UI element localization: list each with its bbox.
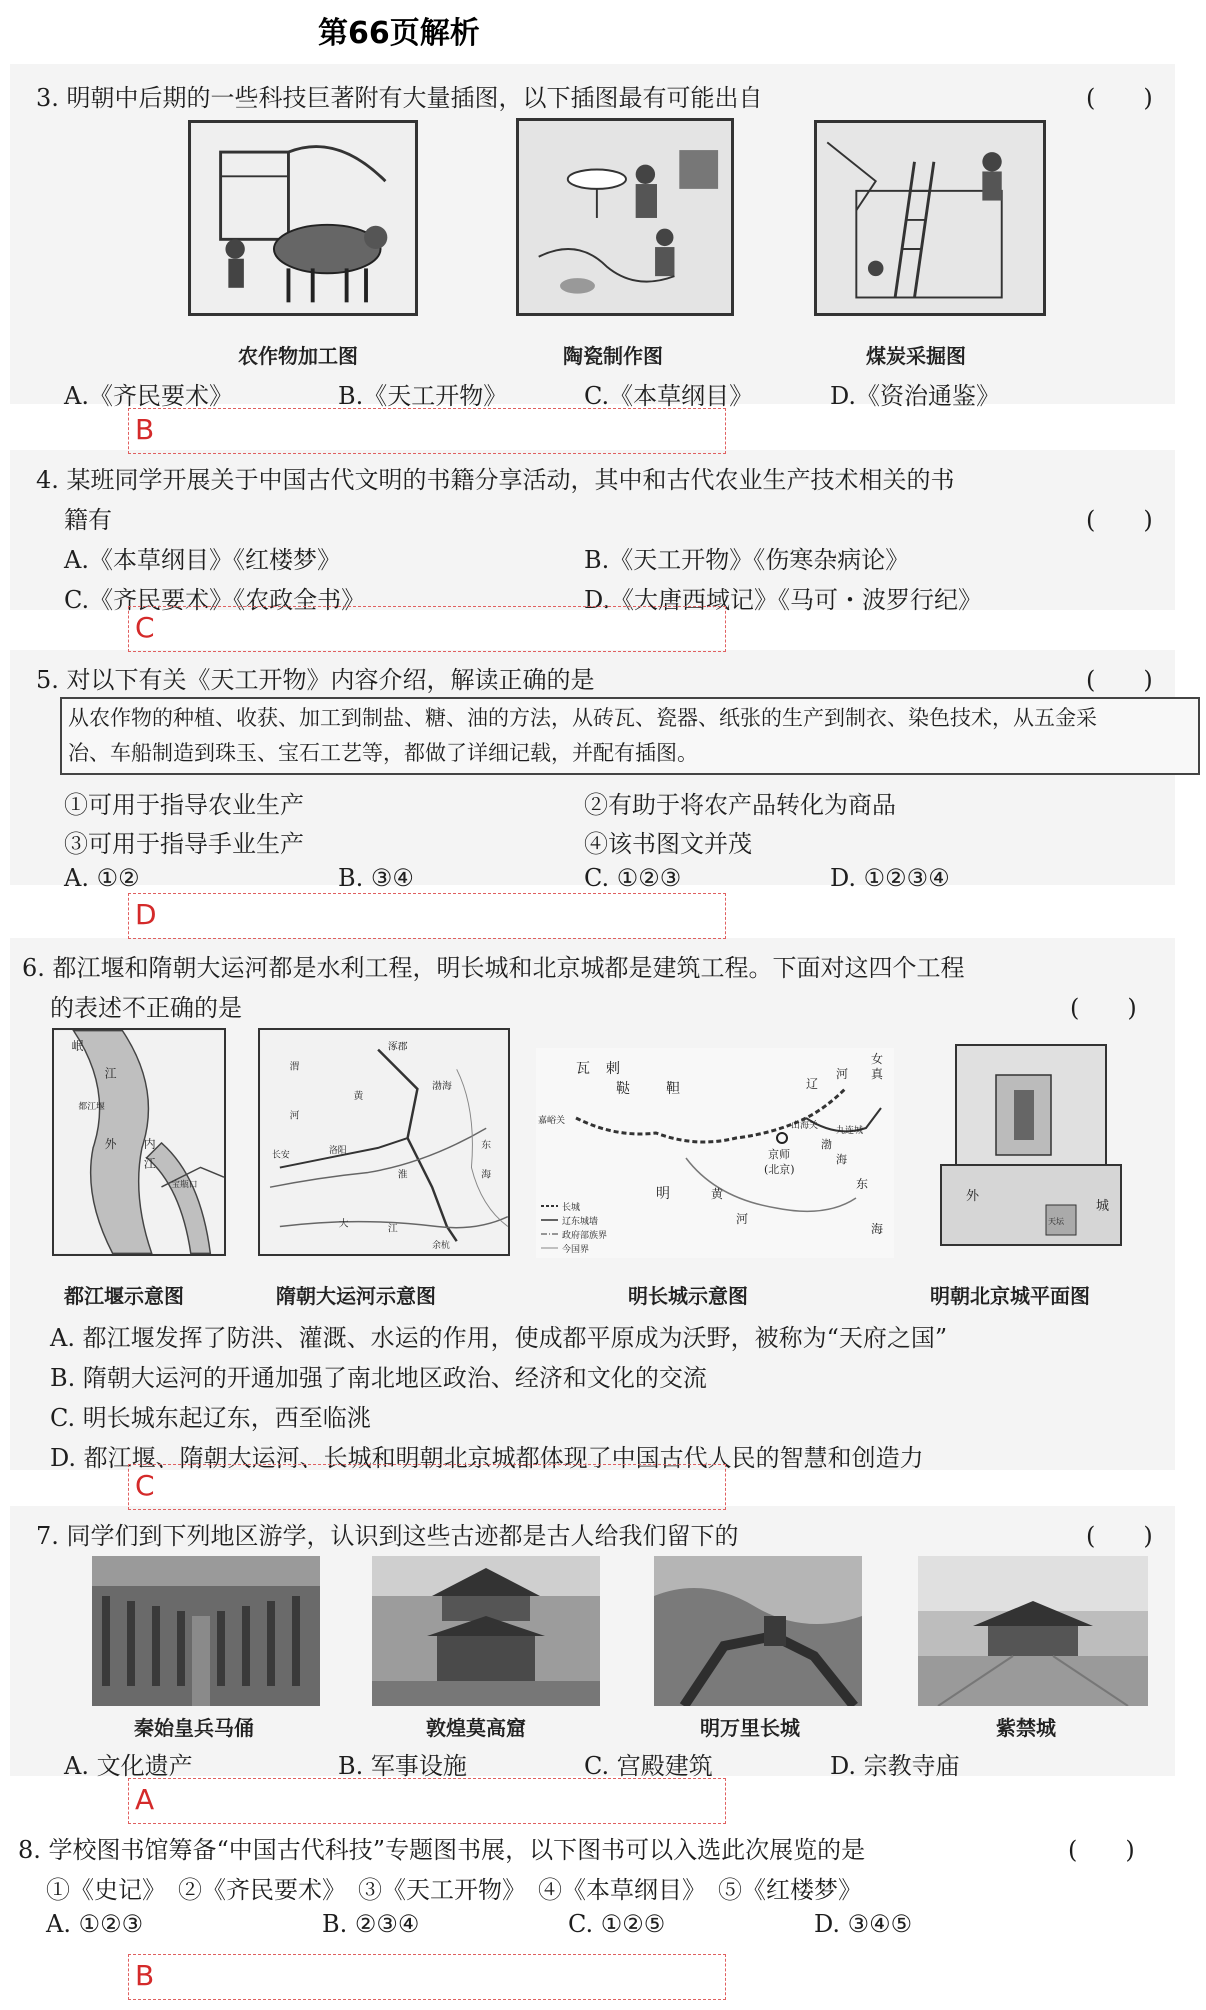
canal-label-wei: 渭 [289,1061,300,1073]
q8-paren: ( ) [1068,1836,1135,1864]
q6-caption-1: 都江堰示意图 [64,1284,184,1308]
q7-caption-3: 明万里长城 [700,1716,800,1740]
q8-option-d: D. ③④⑤ [814,1910,913,1938]
wall-label-la: 剌 [606,1061,620,1077]
wall-label-liao: 辽 [806,1077,819,1091]
q4-stem-line1: 4. 某班同学开展关于中国古代文明的书籍分享活动，其中和古代农业生产技术相关的书 [36,466,955,494]
q5-option-c: C. ①②③ [584,864,682,892]
wall-label-da: 鞑 [616,1081,630,1097]
q5-statement-1: ①可用于指导农业生产 [64,791,304,819]
q8-answer-box [128,1954,726,2000]
wall-label-shanhaiguan: 山海关 [791,1121,819,1131]
djy-label-jiang: 江 [104,1066,117,1081]
q6-caption-3: 明长城示意图 [628,1284,748,1308]
wall-label-liaohe: 河 [836,1067,849,1081]
canal-label-huang: 黄 [353,1090,364,1102]
coal-mining-illustration [814,120,1046,316]
great-wall-map [536,1048,894,1258]
djy-label-dujiangyan: 都江堰 [78,1101,105,1112]
q3-caption-3: 煤炭采掘图 [866,344,966,368]
canal-label-yuhang: 余杭 [432,1241,450,1252]
canal-label-jiang: 江 [387,1223,398,1235]
q8-books: ①《史记》 ②《齐民要术》 ③《天工开物》 ④《本草纲目》 ⑤《红楼梦》 [46,1876,862,1904]
beijing-label-tiantan: 天坛 [1048,1217,1064,1226]
q6-stem-line1: 6. 都江堰和隋朝大运河都是水利工程，明长城和北京城都是建筑工程。下面对这四个工程 [22,954,965,982]
q6-option-c: C. 明长城东起辽东，西至临洮 [50,1404,371,1432]
q3-caption-2: 陶瓷制作图 [563,344,663,368]
canal-label-huai: 淮 [397,1169,408,1181]
q4-stem-line2: 籍有 [64,506,112,534]
q8-option-c: C. ①②⑤ [568,1910,666,1938]
q7-paren: ( ) [1086,1522,1153,1550]
q7-answer-box [128,1778,726,1824]
q7-option-a: A. 文化遗产 [64,1752,193,1780]
great-wall-photo [654,1556,862,1706]
q4-option-a: A.《本草纲目》《红楼梦》 [64,546,341,574]
q6-caption-4: 明朝北京城平面图 [930,1284,1090,1308]
canal-label-bohai: 渤海 [432,1080,452,1092]
q4-answer-box [128,606,726,652]
q5-option-b: B. ③④ [338,864,414,892]
q5-stem: 5. 对以下有关《天工开物》内容介绍，解读正确的是 [36,666,595,694]
q4-option-d: D.《大唐西域记》《马可・波罗行纪》 [584,586,983,614]
djy-label-jiang2: 江 [143,1156,156,1171]
q3-option-a: A.《齐民要术》 [64,382,233,410]
wall-legend-liaodong: 辽东城墙 [562,1217,599,1227]
mogao-caves-photo [372,1556,600,1706]
wall-label-ming: 明 [656,1186,670,1202]
q8-option-b: B. ②③④ [322,1910,420,1938]
wall-label-jiayuguan: 嘉峪关 [538,1116,566,1126]
q4-paren: ( ) [1086,506,1153,534]
canal-label-da: 大 [338,1218,349,1230]
wall-label-huanghe: 河 [736,1212,749,1226]
djy-label-nei: 内 [143,1136,156,1151]
q6-stem-line2: 的表述不正确的是 [50,994,242,1022]
q3-paren: ( ) [1086,84,1153,112]
q5-paren: ( ) [1086,666,1153,694]
wall-label-huang: 黄 [711,1187,724,1201]
q7-answer: A [135,1783,155,1816]
canal-label-zhuojun: 涿郡 [387,1041,408,1053]
q6-paren: ( ) [1070,994,1137,1022]
canal-label-changan: 长安 [272,1150,290,1161]
q5-option-a: A. ①② [64,864,140,892]
q3-option-d: D.《资治通鉴》 [830,382,1001,410]
q5-statement-3: ③可用于指导手业生产 [64,830,304,858]
wall-label-jiuliancheng: 九连城 [836,1126,864,1136]
q7-option-c: C. 宫殿建筑 [584,1752,713,1780]
beijing-label-cheng: 城 [1096,1199,1110,1214]
page-title: 第66页解析 [318,16,480,51]
wall-label-beijing: (北京) [764,1163,795,1176]
q3-stem: 3. 明朝中后期的一些科技巨著附有大量插图，以下插图最有可能出自 [36,84,763,112]
q5-material-box [60,697,1200,775]
wall-label-zhen: 真 [871,1067,884,1081]
q6-option-a: A. 都江堰发挥了防洪、灌溉、水运的作用，使成都平原成为沃野，被称为“天府之国” [50,1324,948,1352]
wall-label-bo: 渤 [821,1138,832,1151]
djy-label-wai: 外 [104,1136,117,1151]
q6-answer-box [128,1464,726,1510]
q8-answer: B [135,1959,155,1992]
terracotta-army-photo [92,1556,320,1706]
wall-label-wa: 瓦 [576,1061,590,1077]
q3-answer-box [128,408,726,454]
q5-statement-2: ②有助于将农产品转化为商品 [584,791,896,819]
q6-option-b: B. 隋朝大运河的开通加强了南北地区政治、经济和文化的交流 [50,1364,707,1392]
beijing-city-plan [936,1030,1126,1258]
djy-label-min: 岷 [71,1039,84,1054]
q3-caption-1: 农作物加工图 [238,344,358,368]
q5-material-line1: 从农作物的种植、收获、加工到制盐、糖、油的方法，从砖瓦、瓷器、纸张的生产到制衣、染色技术，从五金采 [68,706,1097,730]
wall-legend-guojie: 今国界 [562,1245,590,1255]
q6-option-d: D. 都江堰、隋朝大运河、长城和明朝北京城都体现了中国古代人民的智慧和创造力 [50,1444,924,1472]
q5-answer-box [128,893,726,939]
q5-material-line2: 冶、车船制造到珠玉、宝石工艺等，都做了详细记载，并配有插图。 [68,741,698,765]
q4-option-c: C.《齐民要术》《农政全书》 [64,586,366,614]
grand-canal-map [258,1028,510,1256]
q5-answer: D [135,898,157,931]
wall-legend-zhengfu: 政府部族界 [562,1231,608,1241]
ceramics-making-illustration [516,118,734,316]
wall-label-bohai: 海 [836,1153,847,1166]
djy-label-baopingkou: 宝瓶口 [171,1179,198,1190]
canal-label-luoyang: 洛阳 [328,1145,347,1156]
q6-caption-2: 隋朝大运河示意图 [276,1284,436,1308]
wall-label-nv: 女 [871,1052,884,1066]
q3-answer: B [135,413,155,446]
q7-caption-2: 敦煌莫高窟 [426,1716,526,1740]
q5-option-d: D. ①②③④ [830,864,950,892]
wall-label-jingshi: 京师 [768,1148,790,1161]
q4-answer: C [135,611,155,644]
wall-label-dong: 东 [856,1177,869,1191]
q5-statement-4: ④该书图文并茂 [584,830,752,858]
q6-answer: C [135,1469,155,1502]
forbidden-city-photo [918,1556,1148,1706]
q3-option-c: C.《本草纲目》 [584,382,754,410]
q8-stem: 8. 学校图书馆筹备“中国古代科技”专题图书展，以下图书可以入选此次展览的是 [18,1836,866,1864]
q7-option-b: B. 军事设施 [338,1752,467,1780]
beijing-label-wai: 外 [966,1189,980,1204]
q8-option-a: A. ①②③ [46,1910,144,1938]
q4-option-b: B.《天工开物》《伤寒杂病论》 [584,546,910,574]
crop-processing-illustration [188,120,418,316]
q7-stem: 7. 同学们到下列地区游学，认识到这些古迹都是古人给我们留下的 [36,1522,739,1550]
q7-option-d: D. 宗教寺庙 [830,1752,960,1780]
wall-legend-changcheng: 长城 [562,1203,581,1213]
canal-label-dong: 东 [481,1139,492,1151]
canal-label-hai: 海 [481,1169,492,1181]
dujiangyan-map [52,1028,226,1256]
canal-label-he: 河 [289,1110,300,1122]
q7-caption-4: 紫禁城 [996,1716,1056,1740]
wall-label-dan: 靼 [666,1081,680,1097]
q3-option-b: B.《天工开物》 [338,382,508,410]
wall-label-hai: 海 [871,1222,884,1236]
q7-caption-1: 秦始皇兵马俑 [134,1716,254,1740]
